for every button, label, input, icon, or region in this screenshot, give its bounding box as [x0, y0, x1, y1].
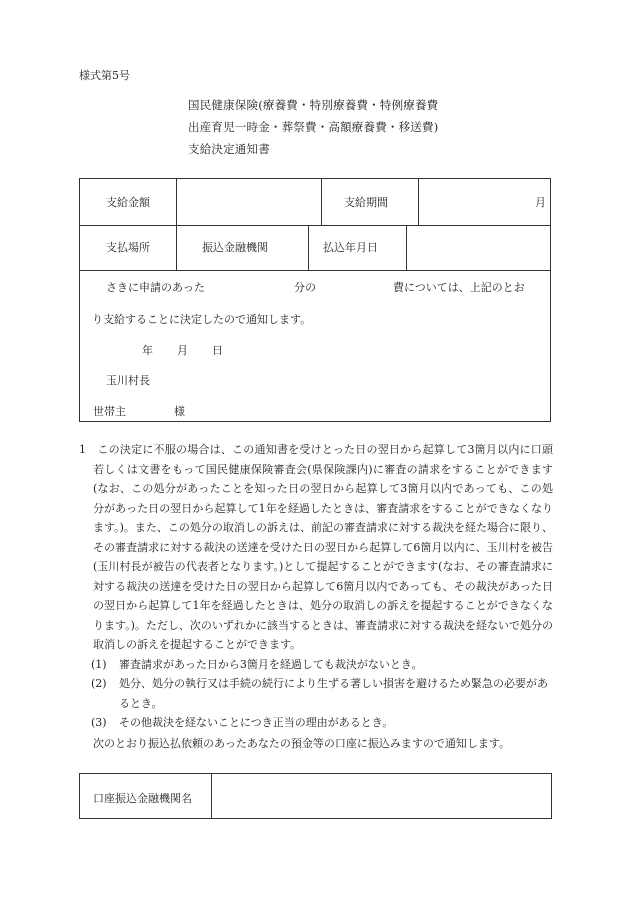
issuer-name: 玉川村長 — [106, 374, 150, 387]
payment-place-label: 支払場所 — [106, 241, 150, 254]
title-line-3: 支給決定通知書 — [188, 142, 270, 156]
body-text-2: 分の — [294, 281, 316, 294]
note-item-1-number: (1) — [91, 657, 107, 671]
honorific: 様 — [174, 405, 185, 418]
final-notice: 次のとおり振込払依頼のあったあなたの預金等の口座に振込みますので通知します。 — [93, 736, 511, 750]
col-divider-r2-2 — [308, 225, 309, 270]
date-month: 月 — [177, 344, 188, 357]
note-item-1-text: 審査請求があった日から3箇月を経過しても裁決がないとき。 — [119, 657, 423, 671]
note-main: 1 この決定に不服の場合は、この通知書を受けとった日の翌日から起算して3箇月以内に口頭若しくは文書をもって国民健康保険審査会(県保険課内)に審査の請求をすることができます(なお、この処分があったことを知った日の翌日から起算して3箇月以内であっても、この処分があった日の翌日から起算して1年を経過したときは、審査請求をすることができなくなります。)。また、この処分の取消しの訴えは、前記の審査請求に対する裁決を経た場合に限り、その審査請求に対する裁決の送達を受けた日の翌日から起算して6箇月以内に、玉川村を被告(玉川村長が被告の代表者となります。)として提起することができます(なお、その審査請求に対する裁決の送達を受けた日の翌日から起算して6箇月以内であっても、その裁決があった日の翌日から起算して1年を経過したときは、処分の取消しの訴えを提起することができなくなります。)。ただし、次のいずれかに該当するときは、審査請求に対する裁決を経ないで処分の取消しの訴えを提起することができます。 — [79, 443, 553, 651]
bank-col-divider — [211, 774, 212, 818]
col-divider-r1-1 — [176, 179, 177, 225]
date-year: 年 — [142, 344, 153, 357]
payment-amount-label: 支給金額 — [106, 196, 150, 209]
bank-account-table — [79, 773, 552, 819]
body-text-1: さきに申請のあった — [106, 281, 205, 294]
note-item-3-text: その他裁決を経ないことにつき正当の理由があるとき。 — [119, 716, 394, 729]
recipient-label: 世帯主 — [93, 405, 126, 418]
note-item-1 — [91, 655, 553, 675]
title-line-2: 出産育児一時金・葬祭費・高額療養費・移送費) — [188, 120, 439, 134]
col-divider-r1-2 — [321, 179, 322, 225]
body-text-4: り支給することに決定したので通知します。 — [92, 313, 312, 326]
title-line-1: 国民健康保険(療養費・特別療養費・特例療養費 — [188, 98, 439, 112]
row-divider-1 — [80, 225, 550, 226]
note-item-3 — [91, 713, 553, 733]
note-item-2-number: (2) — [91, 677, 107, 690]
note-item-2-text: 処分、処分の執行又は手続の続行により生ずる著しい損害を避けるため緊急の必要があるとき。 — [119, 677, 548, 710]
transfer-date-label: 払込年月日 — [323, 241, 378, 254]
payment-table — [79, 178, 551, 422]
note-item-3-number: (3) — [91, 716, 107, 729]
col-divider-r2-3 — [406, 225, 407, 270]
bank-label: 振込金融機関 — [202, 241, 268, 254]
row-divider-2 — [80, 270, 550, 271]
payment-period-label: 支給期間 — [344, 196, 388, 209]
date-day: 日 — [212, 344, 223, 357]
bank-account-label: 口座振込金融機関名 — [93, 792, 192, 805]
body-text-3: 費については、上記のとお — [393, 281, 525, 294]
form-number: 様式第5号 — [79, 69, 130, 82]
col-divider-r2-1 — [176, 225, 177, 270]
note-item-2 — [91, 674, 553, 713]
notes-section — [79, 440, 553, 753]
col-divider-r1-3 — [418, 179, 419, 225]
month-label: 月 — [535, 196, 546, 209]
